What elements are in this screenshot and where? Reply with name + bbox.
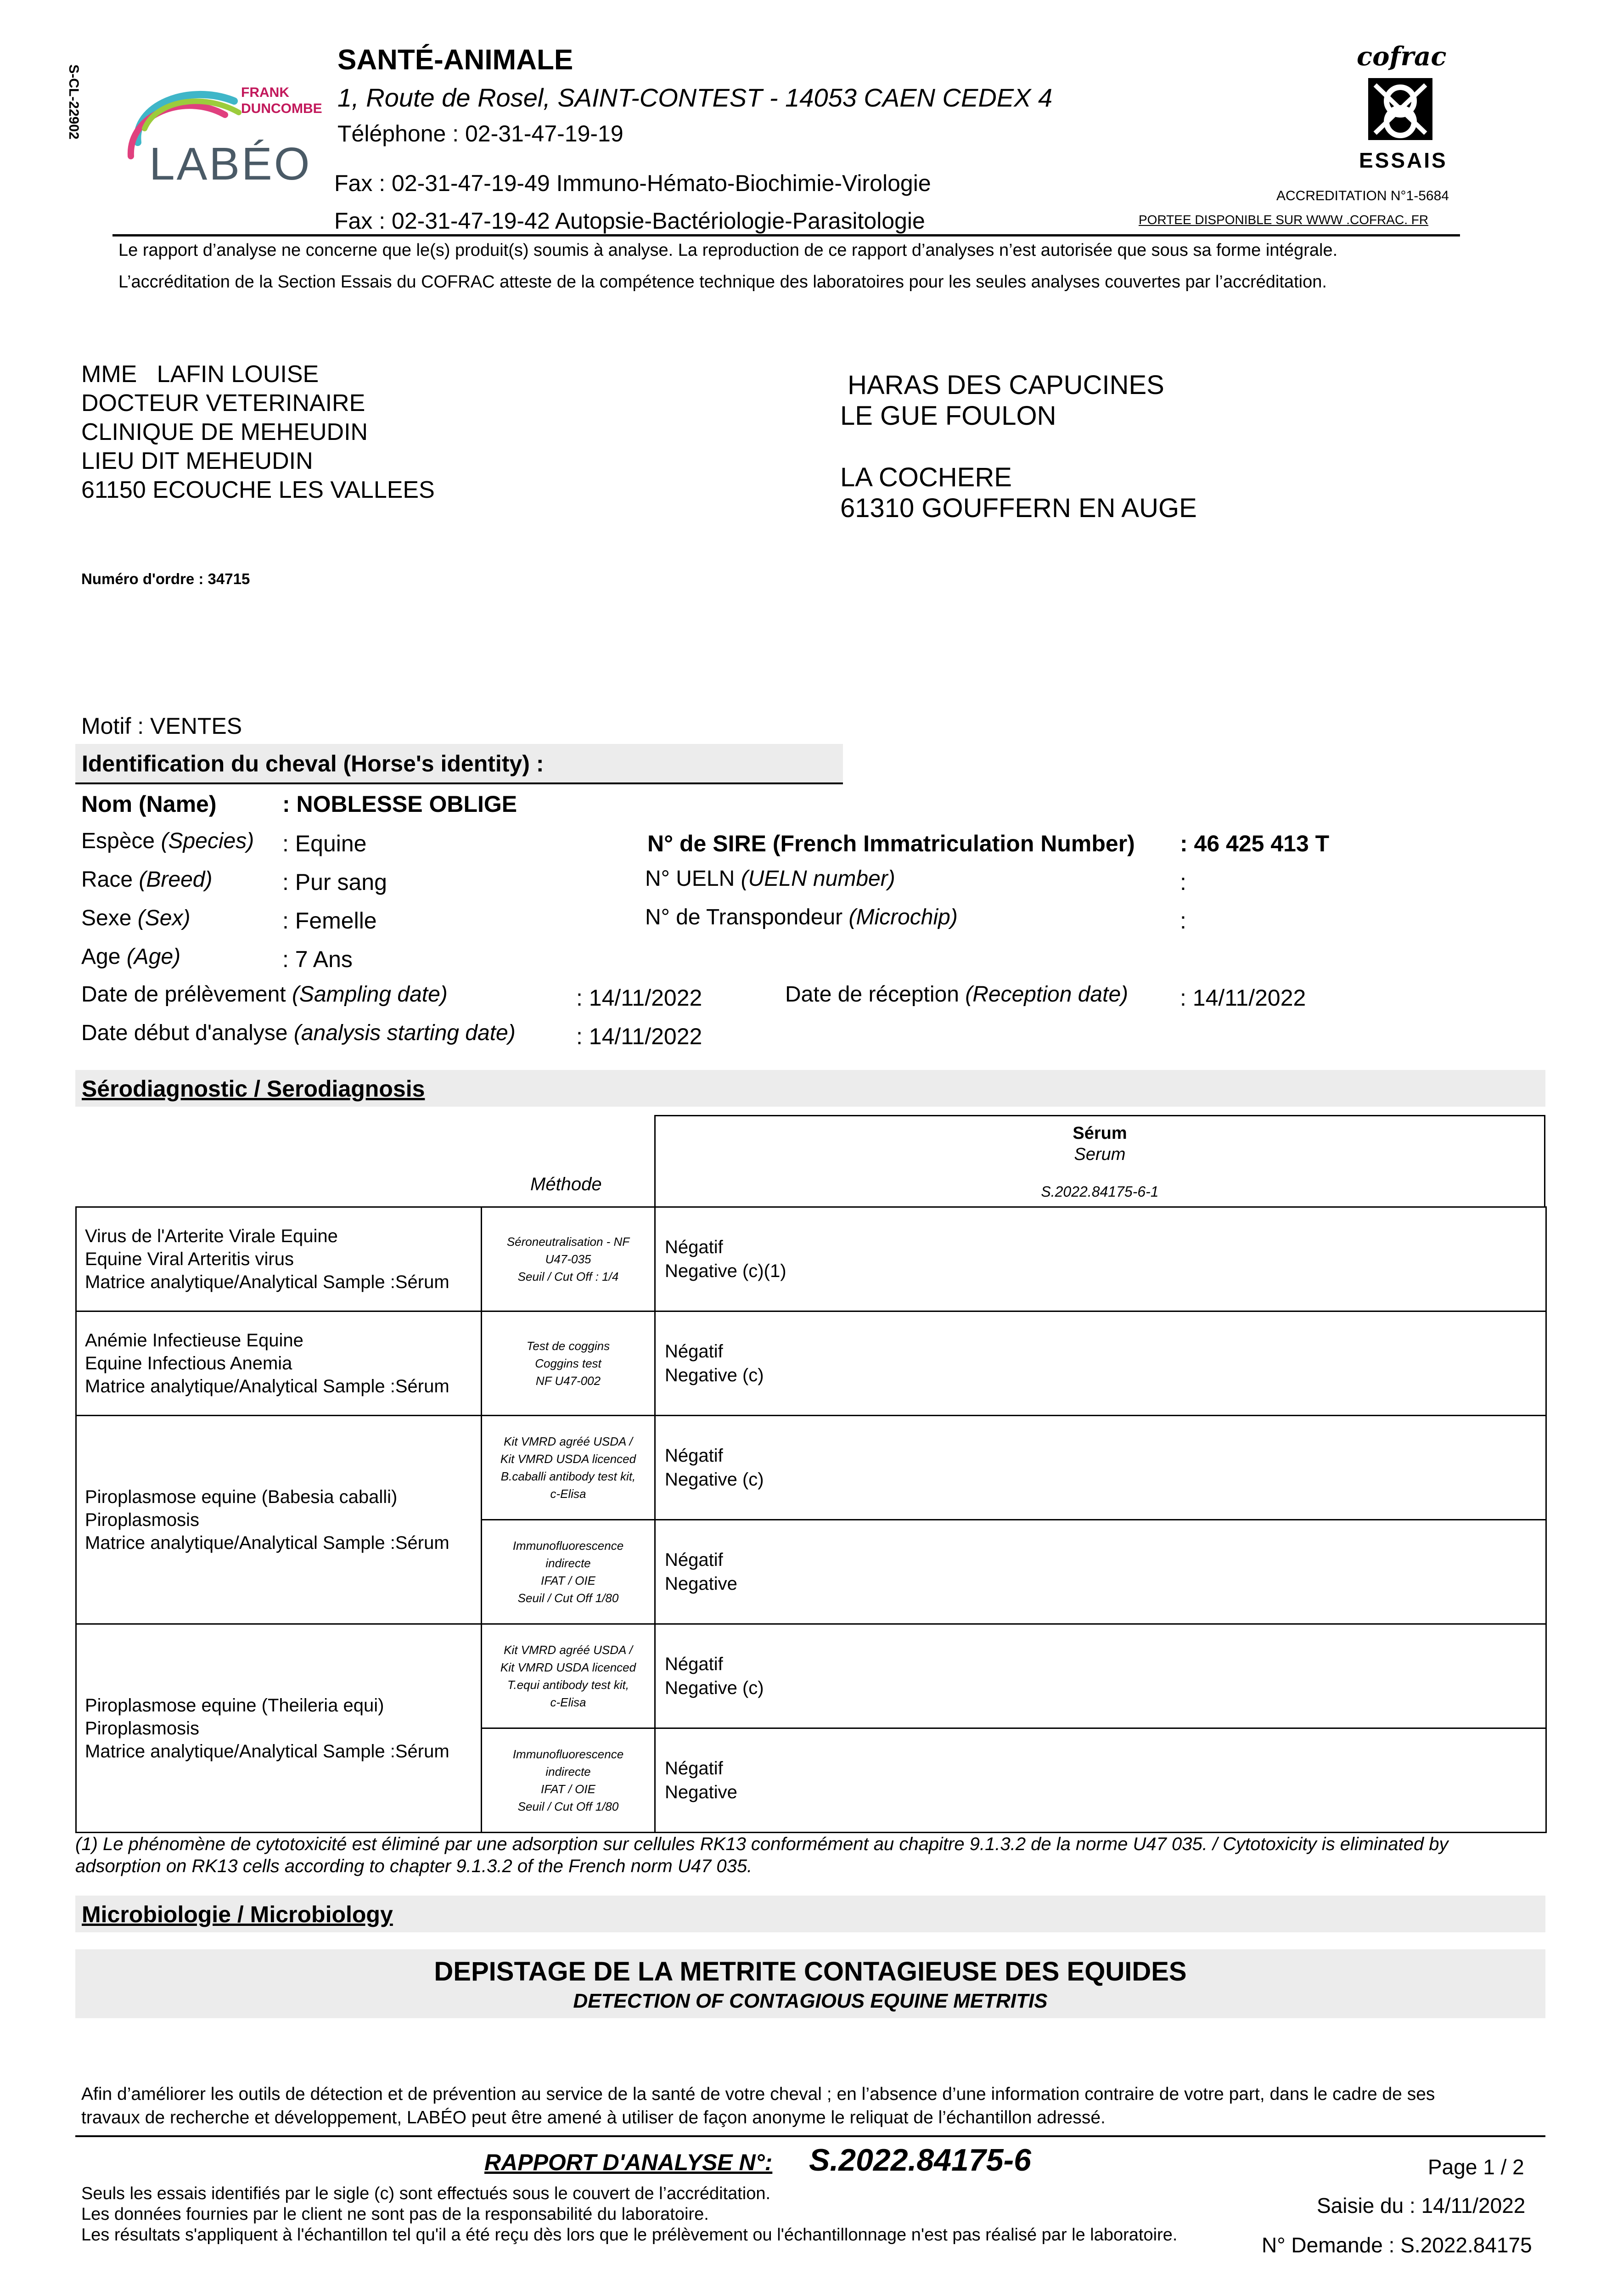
logo-frank: FRANK xyxy=(241,85,289,100)
table-row xyxy=(76,1624,1546,1728)
analysis-method: Immunofluorescence indirecte IFAT / OIE Seuil / Cut Off 1/80 xyxy=(482,1728,655,1833)
ueln-label: N° UELN (UELN number) xyxy=(645,867,895,891)
recipient-line: MME LAFIN LOUISE xyxy=(81,361,319,388)
microbiology-section-title: Microbiologie / Microbiology xyxy=(82,1902,393,1927)
recipient-address xyxy=(81,360,435,505)
document-code: S-CL-22902 xyxy=(66,64,81,140)
cofrac-logo xyxy=(1354,41,1446,179)
reception-date-label: Date de réception (Reception date) xyxy=(785,982,1129,1007)
sample-header xyxy=(654,1115,1545,1208)
sampling-date-value: : 14/11/2022 xyxy=(576,985,702,1011)
serology-section-header xyxy=(75,1070,1545,1107)
analysis-result: Négatif Negative xyxy=(655,1728,1546,1833)
serology-footnote: (1) Le phénomène de cytotoxicité est éliminé par une adsorption sur cellules RK13 conformément au chapitre 9.1.3.2 de la norme U47 035. / Cytotoxicity is eliminated by adsorption on RK13 cells according to chapter 9.1.3.2 of the French norm U47 035. xyxy=(75,1834,1449,1876)
breed-label: Race (Breed) xyxy=(81,867,213,892)
analysis-result: Négatif Negative (c) xyxy=(655,1311,1546,1416)
sex-label: Sexe (Sex) xyxy=(81,906,191,930)
header-divider xyxy=(112,234,1460,236)
analysis-name: Virus de l'Arterite Virale Equine Equine Viral Arteritis virus Matrice analytique/Analytical Sample :Sérum xyxy=(76,1207,482,1311)
analysis-result: Négatif Negative (c) xyxy=(655,1416,1546,1520)
logo-duncombe: DUNCOMBE xyxy=(241,101,322,116)
species-label: Espèce (Species) xyxy=(81,829,254,853)
recipient-line: CLINIQUE DE MEHEUDIN xyxy=(81,419,368,445)
lab-name: SANTÉ-ANIMALE xyxy=(337,44,573,76)
owner-line: LA COCHERE xyxy=(840,462,1012,492)
owner-line: 61310 GOUFFERN EN AUGE xyxy=(840,493,1197,523)
owner-line xyxy=(840,431,1197,462)
sampling-date-label: Date de prélèvement (Sampling date) xyxy=(81,982,448,1007)
cem-title-en: DETECTION OF CONTAGIOUS EQUINE METRITIS xyxy=(573,1990,1048,2012)
sample-id: S.2022.84175-6-1 xyxy=(1041,1183,1159,1200)
owner-address xyxy=(840,370,1197,523)
analysis-method: Kit VMRD agréé USDA / Kit VMRD USDA licenced T.equi antibody test kit, c-Elisa xyxy=(482,1624,655,1728)
sample-header-fr: Sérum xyxy=(1073,1124,1127,1143)
breed-value: : Pur sang xyxy=(282,869,387,895)
analysis-result: Négatif Negative xyxy=(655,1520,1546,1624)
analysis-result: Négatif Negative (c)(1) xyxy=(655,1207,1546,1311)
sire-label: N° de SIRE (French Immatriculation Number) xyxy=(647,831,1135,856)
demande-number: N° Demande : S.2022.84175 xyxy=(1259,2233,1532,2257)
report-number-label: RAPPORT D'ANALYSE N°: xyxy=(484,2150,773,2175)
sire-value: : 46 425 413 T xyxy=(1180,831,1330,856)
sex-value: : Femelle xyxy=(282,908,377,934)
owner-line: HARAS DES CAPUCINES xyxy=(840,370,1164,400)
footer-legal: Seuls les essais identifiés par le sigle (c) sont effectués sous le couvert de l’accréditation. Les données fournies par le client ne sont pas de la responsabilité du laboratoire. Les résultats s'appliquent à l'échantillon tel qu'il a été reçu dès lors que le prélèvement ou l'échantillonnage n'est pas réalisé par le laboratoire. xyxy=(81,2184,1178,2245)
analysis-result: Négatif Negative (c) xyxy=(655,1624,1546,1728)
owner-line: LE GUE FOULON xyxy=(840,401,1056,431)
logo-labeo: LABÉO xyxy=(149,138,312,190)
identity-section-title: Identification du cheval (Horse's identity) : xyxy=(82,751,544,777)
report-number: S.2022.84175-6 xyxy=(809,2143,1031,2178)
cofrac-essais: ESSAIS xyxy=(1359,148,1448,172)
accreditation-number: ACCREDITATION N°1-5684 xyxy=(1276,188,1449,203)
method-header: Méthode xyxy=(530,1174,602,1194)
recipient-line: LIEU DIT MEHEUDIN xyxy=(81,448,313,474)
notice-line-2: L’accréditation de la Section Essais du COFRAC atteste de la compétence technique des laboratoires pour les seules analyses couvertes par l’accréditation. xyxy=(118,272,1327,292)
age-value: : 7 Ans xyxy=(282,946,353,972)
identity-section-header xyxy=(75,744,843,782)
sample-header-en: Serum xyxy=(1074,1145,1126,1164)
analysis-method: Kit VMRD agréé USDA / Kit VMRD USDA licenced B.caballi antibody test kit, c-Elisa xyxy=(482,1416,655,1520)
analysis-method: Immunofluorescence indirecte IFAT / OIE Seuil / Cut Off 1/80 xyxy=(482,1520,655,1624)
ueln-value: : xyxy=(1180,869,1186,895)
analysis-method: Test de coggins Coggins test NF U47-002 xyxy=(482,1311,655,1416)
horse-name-value: : NOBLESSE OBLIGE xyxy=(282,791,517,817)
analysis-method: Séroneutralisation - NF U47-035 Seuil / Cut Off : 1/4 xyxy=(482,1207,655,1311)
lab-address: 1, Route de Rosel, SAINT-CONTEST - 14053 CAEN CEDEX 4 xyxy=(337,83,1053,112)
transponder-label: N° de Transpondeur (Microchip) xyxy=(645,905,958,929)
saisie-date: Saisie du : 14/11/2022 xyxy=(1317,2194,1526,2217)
lab-phone: Téléphone : 02-31-47-19-19 xyxy=(337,121,623,146)
microbiology-section-header xyxy=(75,1896,1545,1932)
analysis-name: Piroplasmose equine (Babesia caballi) Piroplasmosis Matrice analytique/Analytical Sample :Sérum xyxy=(76,1416,482,1624)
analysis-name: Piroplasmose equine (Theileria equi) Piroplasmosis Matrice analytique/Analytical Sample :Sérum xyxy=(76,1624,482,1833)
order-number: Numéro d'ordre : 34715 xyxy=(81,570,250,587)
analysis-start-label: Date début d'analyse (analysis starting date) xyxy=(81,1021,516,1045)
transponder-value: : xyxy=(1180,908,1186,934)
analysis-name: Anémie Infectieuse Equine Equine Infectious Anemia Matrice analytique/Analytical Sample :Sérum xyxy=(76,1311,482,1416)
horse-name-label: Nom (Name) xyxy=(81,791,217,817)
research-notice: Afin d’améliorer les outils de détection et de prévention au service de la santé de votre cheval ; en l’absence d’une information contraire de votre part, dans le cadre de ses travaux de recherche et développement, LABÉO peut être amené à utiliser de façon anonyme le reliquat de l’échantillon adressé. xyxy=(81,2084,1435,2127)
table-row xyxy=(76,1311,1546,1416)
table-row xyxy=(76,1416,1546,1520)
cofrac-emblem-icon xyxy=(1354,76,1446,145)
lab-fax-2: Fax : 02-31-47-19-42 Autopsie-Bactériologie-Parasitologie xyxy=(334,208,925,234)
age-label: Age (Age) xyxy=(81,945,181,969)
footer-divider xyxy=(75,2135,1545,2137)
table-row xyxy=(76,1207,1546,1311)
recipient-line: 61150 ECOUCHE LES VALLEES xyxy=(81,477,435,503)
page-number: Page 1 / 2 xyxy=(1428,2155,1524,2179)
motif: Motif : VENTES xyxy=(81,713,242,739)
notice-line-1: Le rapport d’analyse ne concerne que le(s) produit(s) soumis à analyse. La reproduction de ce rapport d’analyses n’est autorisée que sous sa forme intégrale. xyxy=(118,241,1338,260)
cem-detection-box xyxy=(75,1949,1545,2018)
serology-section-title: Sérodiagnostic / Serodiagnosis xyxy=(82,1076,425,1102)
cofrac-word: cofrac xyxy=(1357,41,1447,72)
cofrac-scope-link[interactable]: PORTEE DISPONIBLE SUR WWW .COFRAC. FR xyxy=(1139,213,1429,227)
analysis-start-value: : 14/11/2022 xyxy=(576,1024,702,1049)
lab-fax-1: Fax : 02-31-47-19-49 Immuno-Hémato-Biochimie-Virologie xyxy=(334,170,931,196)
recipient-line: DOCTEUR VETERINAIRE xyxy=(81,390,365,416)
reception-date-value: : 14/11/2022 xyxy=(1180,985,1306,1011)
identity-underline xyxy=(75,782,843,784)
labeo-logo xyxy=(119,73,321,197)
species-value: : Equine xyxy=(282,831,367,856)
serology-results-table xyxy=(75,1206,1547,1833)
cem-title-fr: DEPISTAGE DE LA METRITE CONTAGIEUSE DES EQUIDES xyxy=(434,1957,1187,1986)
